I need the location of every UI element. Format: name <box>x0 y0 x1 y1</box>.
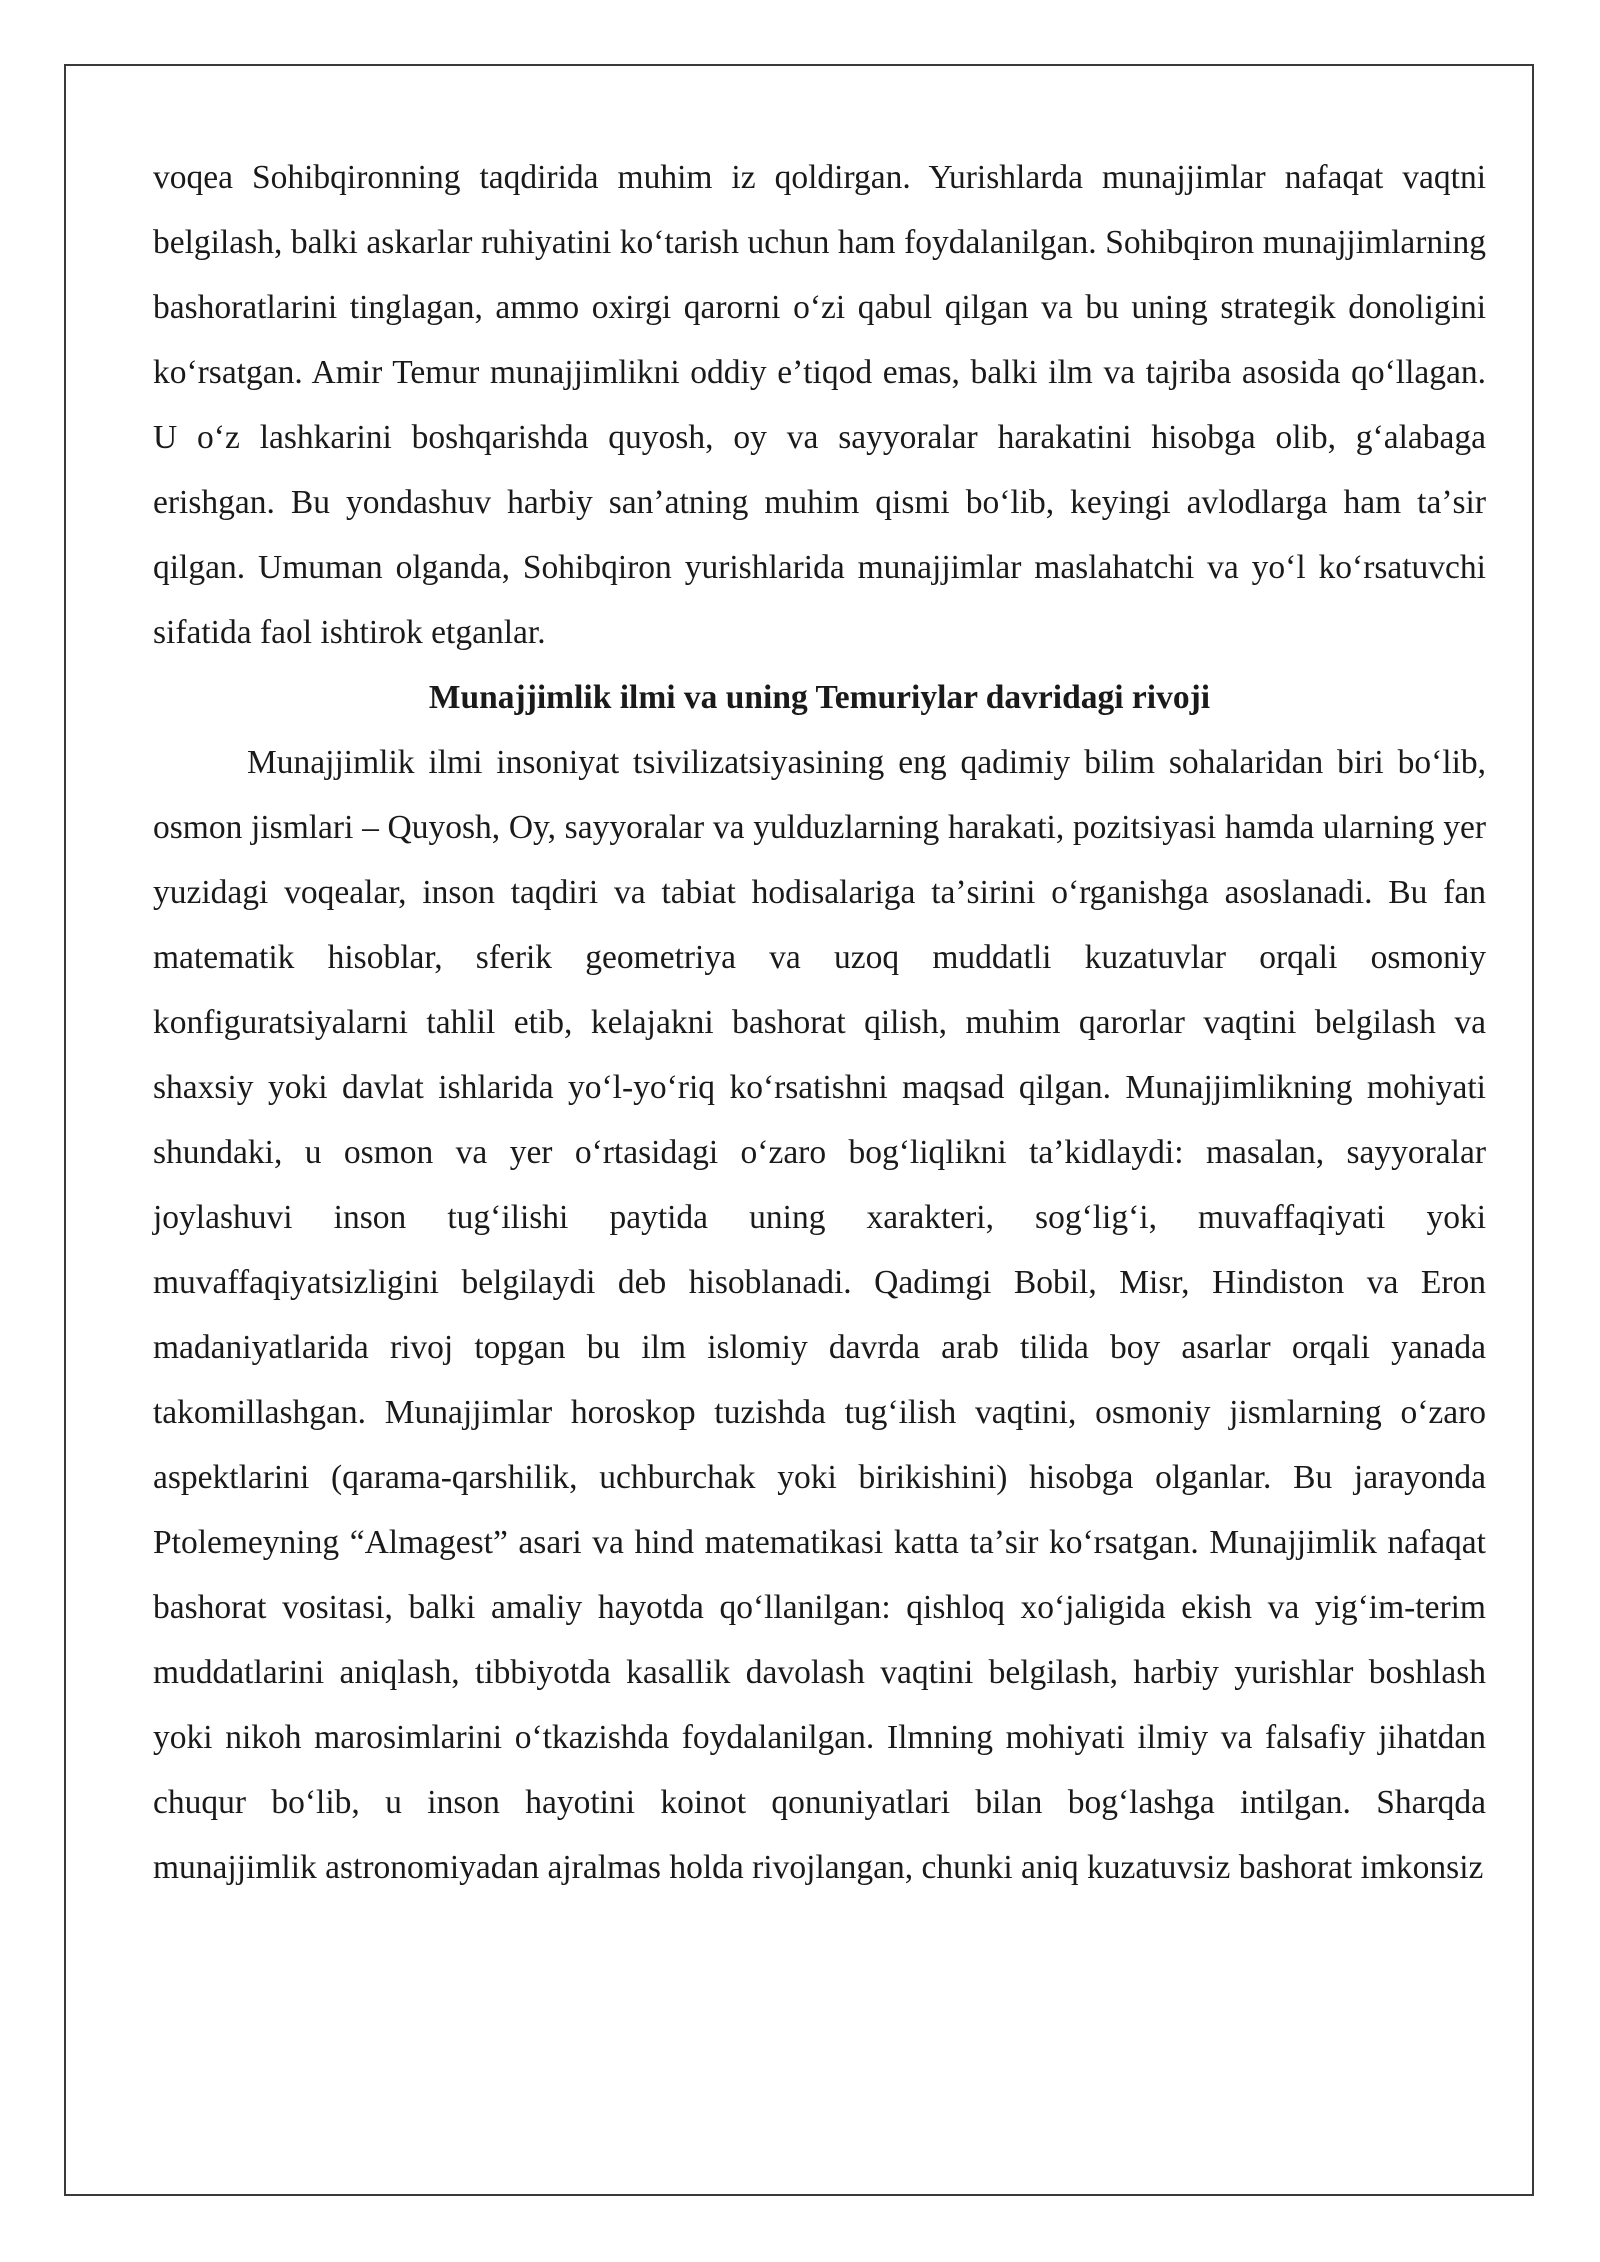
paragraph-continuation: voqea Sohibqironning taqdirida muhim iz qoldirgan. Yurishlarda munajjimlar nafaqat vaqtni belgilash, balki askarlar ruhiyatini koʻtarish uchun ham foydalanilgan. Sohibqiron munajjimlarning bashoratlarini tinglagan, ammo oxirgi qarorni oʻzi qabul qilgan va bu uning strategik donoligini koʻrsatgan. Amir Temur munajjimlikni oddiy eʼtiqod emas, balki ilm va tajriba asosida qoʻllagan. U oʻz lashkarini boshqarishda quyosh, oy va sayyoralar harakatini hisobga olib, gʻalabaga erishgan. Bu yondashuv harbiy sanʼatning muhim qismi boʻlib, keyingi avlodlarga ham taʼsir qilgan. Umuman olganda, Sohibqiron yurishlarida munajjimlar maslahatchi va yoʻl koʻrsatuvchi sifatida faol ishtirok etganlar. <box>153 159 1486 651</box>
section-heading: Munajjimlik ilmi va uning Temuriylar davridagi rivoji <box>428 679 1211 716</box>
paragraph-body: Munajjimlik ilmi insoniyat tsivilizatsiyasining eng qadimiy bilim sohalaridan biri boʻlib, osmon jismlari – Quyosh, Oy, sayyoralar va yulduzlarning harakati, pozitsiyasi hamda ularning yer yuzidagi voqealar, inson taqdiri va tabiat hodisalariga taʼsirini oʻrganishga asoslanadi. Bu fan matematik hisoblar, sferik geometriya va uzoq muddatli kuzatuvlar orqali osmoniy konfiguratsiyalarni tahlil etib, kelajakni bashorat qilish, muhim qarorlar vaqtini belgilash va shaxsiy yoki davlat ishlarida yoʻl-yoʻriq koʻrsatishni maqsad qilgan. Munajjimlikning mohiyati shundaki, u osmon va yer oʻrtasidagi oʻzaro bogʻliqlikni taʼkidlaydi: masalan, sayyoralar joylashuvi inson tugʻilishi paytida uning xarakteri, sogʻligʻi, muvaffaqiyati yoki muvaffaqiyatsizligini belgilaydi deb hisoblanadi. Qadimgi Bobil, Misr, Hindiston va Eron madaniyatlarida rivoj topgan bu ilm islomiy davrda arab tilida boy asarlar orqali yanada takomillashgan. Munajjimlar horoskop tuzishda tugʻilish vaqtini, osmoniy jismlarning oʻzaro aspektlarini (qarama-qarshilik, uchburchak yoki birikishini) hisobga olganlar. Bu jarayonda Ptolemeyning “Almagest” asari va hind matematikasi katta taʼsir koʻrsatgan. Munajjimlik nafaqat bashorat vositasi, balki amaliy hayotda qoʻllanilgan: qishloq xoʻjaligida ekish va yigʻim-terim muddatlarini aniqlash, tibbiyotda kasallik davolash vaqtini belgilash, harbiy yurishlar boshlash yoki nikoh marosimlarini oʻtkazishda foydalanilgan. Ilmning mohiyati ilmiy va falsafiy jihatdan chuqur boʻlib, u inson hayotini koinot qonuniyatlari bilan bogʻlashga intilgan. Sharqda munajjimlik astronomiyadan ajralmas holda rivojlangan, chunki aniq kuzatuvsiz bashorat imkonsiz <box>153 744 1486 1886</box>
document-body <box>153 145 1486 1900</box>
